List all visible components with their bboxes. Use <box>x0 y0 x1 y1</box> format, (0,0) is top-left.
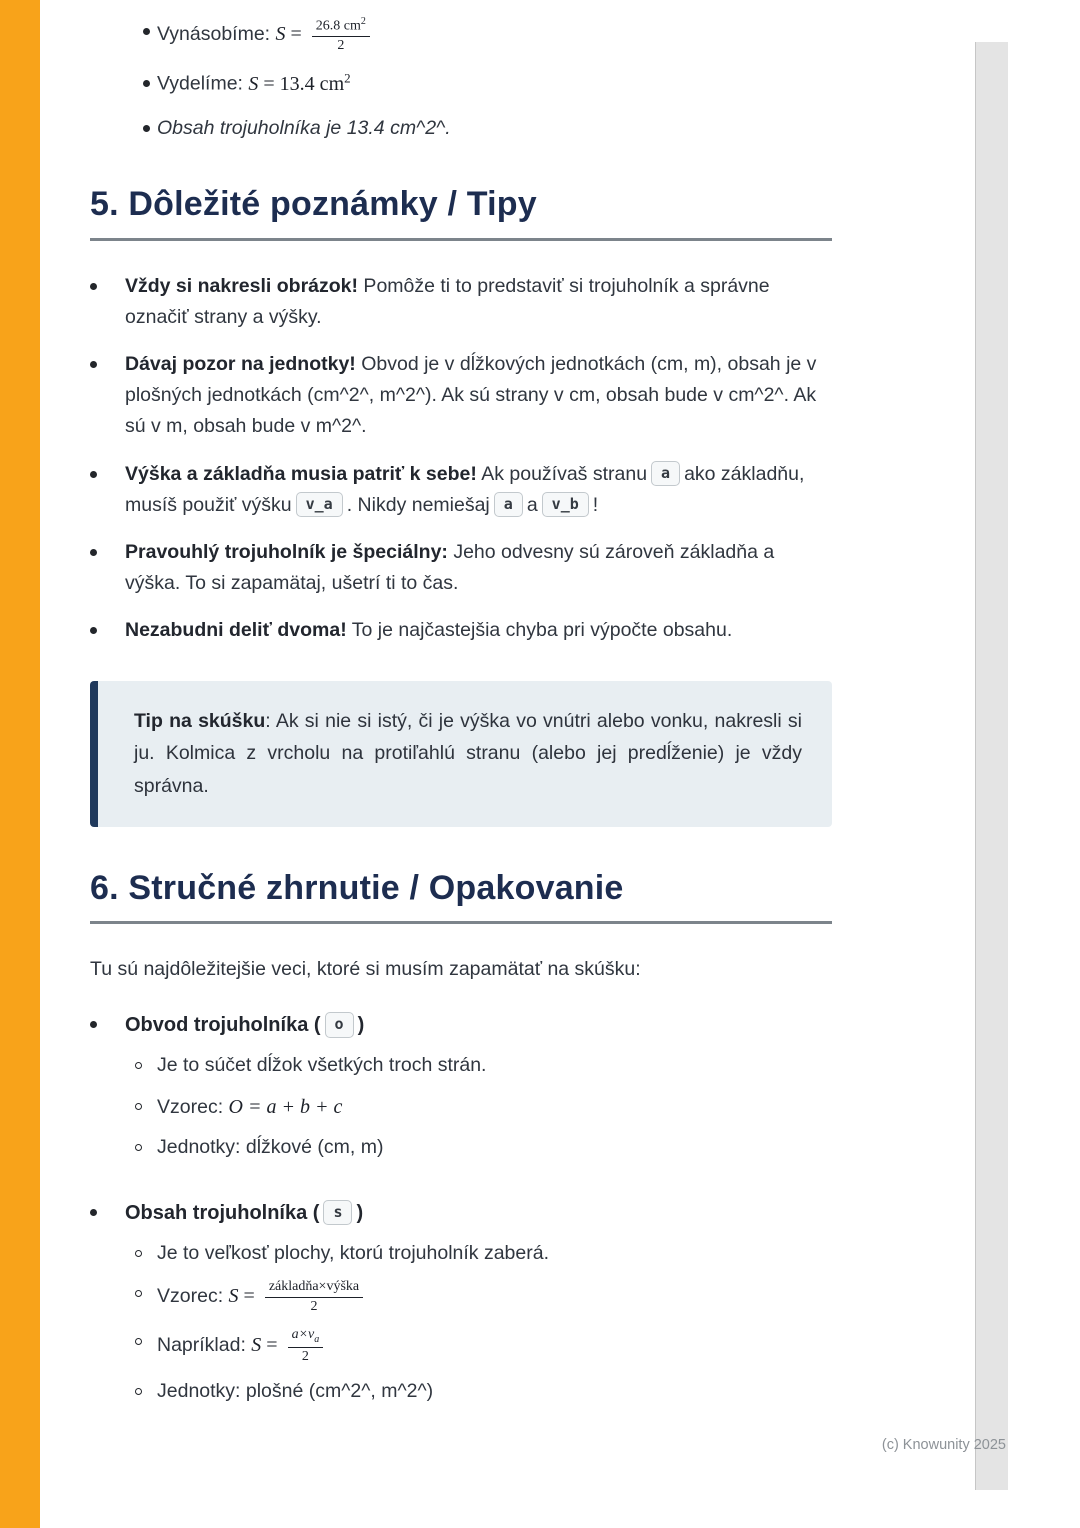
bullet-marker <box>135 113 157 132</box>
inline-code-v_b: v_b <box>542 492 589 517</box>
tip-callout <box>90 681 832 827</box>
note-bold-label: Vždy si nakresli obrázok! <box>125 274 359 297</box>
circle-bullet-marker <box>135 1327 157 1345</box>
circle-bullet-marker <box>135 1133 157 1151</box>
note-item <box>90 459 832 521</box>
circle-bullet-marker <box>135 1239 157 1257</box>
note-text: Výška a základňa musia patriť k sebe! Ak používaš stranu a ako základňu, musíš použiť výšku v_a . Nikdy nemiešaj a a v_b ! <box>125 462 805 516</box>
note-bold-label: Nezabudni deliť dvoma! <box>125 619 347 642</box>
sub-item <box>135 1133 832 1162</box>
formula-result: S = 13.4 $cm^2$ <box>248 70 351 95</box>
note-text: Nezabudni deliť dvoma! To je najčastejšia chyba pri výpočte obsahu. <box>125 619 733 642</box>
list-item <box>135 16 832 55</box>
sub-item <box>135 1092 832 1122</box>
left-accent-stripe <box>0 0 40 1528</box>
summary-item-obvod <box>90 1009 832 1173</box>
summary-intro: Tu sú najdôležitejšie veci, ktoré si musím zapamätať na skúšku: <box>90 958 641 981</box>
inline-code-v_a: v_a <box>296 492 343 517</box>
note-item <box>90 271 832 333</box>
section-5-rule <box>90 238 832 241</box>
scrollbar[interactable] <box>975 42 1008 1490</box>
circle-bullet-marker <box>135 1279 157 1297</box>
calculation-steps-list <box>135 16 832 143</box>
formula-area: S = $\frac{\text{základňa×výška}}{2}$ <box>229 1285 364 1307</box>
inline-code-a: a <box>494 492 523 517</box>
bullet-marker <box>90 271 110 290</box>
formula-area-example: S = $\frac{a\times v_a}{2}$ <box>251 1334 323 1356</box>
note-text: Pravouhlý trojuholník je špeciálny: Jeho odvesny sú zároveň základňa a výška. To si zapamätaj, ušetrí ti to čas. <box>125 540 775 595</box>
fraction: $\frac{a\times v_a}{2}$ <box>288 1327 324 1366</box>
sub-item-text: Napríklad: S = $\frac{a\times v_a}{2}$ <box>157 1327 832 1366</box>
bullet-marker <box>90 1009 110 1028</box>
step-label: Vynásobíme: <box>157 23 276 46</box>
bullet-marker <box>90 537 110 556</box>
summary-item-obsah <box>90 1197 832 1417</box>
bullet-marker <box>90 459 110 478</box>
summary-list <box>90 1009 832 1416</box>
step-multiply <box>157 16 832 55</box>
circle-bullet-marker <box>135 1377 157 1395</box>
list-item <box>135 68 832 100</box>
section-6-title: 6. Stručné zhrnutie / Opakovanie <box>90 868 624 907</box>
note-item <box>90 537 832 599</box>
formula-perimeter: O = a + b + c <box>228 1095 343 1118</box>
sub-item-text: Je to veľkosť plochy, ktorú trojuholník zaberá. <box>157 1242 549 1265</box>
circle-bullet-marker <box>135 1092 157 1110</box>
note-text: Dávaj pozor na jednotky! Obvod je v dĺžkových jednotkách (cm, m), obsah je v plošných jednotkách (cm^2^, m^2^). Ak sú strany v cm, obsah bude v cm^2^. Ak sú v m, obsah bude v m^2^. <box>125 353 817 438</box>
section-5-title: 5. Dôležité poznámky / Tipy <box>90 185 537 224</box>
sub-item-text: Je to súčet dĺžok všetkých troch strán. <box>157 1054 487 1077</box>
step-conclusion: Obsah trojuholníka je 13.4 cm^2^. <box>157 116 451 139</box>
inline-code-a: a <box>651 461 680 486</box>
note-text: Vždy si nakresli obrázok! Pomôže ti to predstaviť si trojuholník a správne označiť strany a výšky. <box>125 274 770 328</box>
sub-item-text: Vzorec: O = a + b + c <box>157 1095 343 1118</box>
inline-code-o: o <box>325 1012 354 1037</box>
tip-text: Tip na skúšku: Ak si nie si istý, či je výška vo vnútri alebo vonku, nakresli si ju. Kolmica z vrcholu na protiľahlú stranu (alebo jej predĺženie) je vždy správna. <box>134 709 803 797</box>
document-content <box>90 0 832 1441</box>
copyright-text: (c) Knowunity 2025 <box>881 1437 1006 1453</box>
summary-sublist <box>135 1051 832 1162</box>
bullet-marker <box>135 68 157 87</box>
summary-item-title: Obvod trojuholníka ( o ) <box>125 1014 365 1037</box>
bullet-marker <box>90 349 110 368</box>
sub-item <box>135 1377 832 1406</box>
sub-item-text: Jednotky: plošné (cm^2^, m^2^) <box>157 1379 434 1402</box>
bullet-marker <box>135 16 157 35</box>
note-item <box>90 349 832 443</box>
summary-sublist <box>135 1239 832 1406</box>
formula-multiply: S = $\frac{26.8 cm^2}{2}$ <box>276 23 370 45</box>
tip-label: Tip na skúšku <box>134 709 266 732</box>
bullet-marker <box>90 615 110 634</box>
note-bold-label: Pravouhlý trojuholník je špeciálny: <box>125 540 448 563</box>
note-item <box>90 615 832 646</box>
notes-list <box>90 271 832 647</box>
fraction: $\frac{26.8 cm^2}{2}$ <box>312 16 370 55</box>
summary-item-title: Obsah trojuholníka ( s ) <box>125 1202 364 1225</box>
fraction: $\frac{\text{základňa×výška}}{2}$ <box>265 1279 363 1316</box>
sub-item <box>135 1327 832 1366</box>
note-bold-label: Výška a základňa musia patriť k sebe! <box>125 462 477 485</box>
sub-item-text: Jednotky: dĺžkové (cm, m) <box>157 1135 384 1158</box>
bullet-marker <box>90 1197 110 1216</box>
sub-item-text: Vzorec: S = $\frac{\text{základňa×výška}}{2}$ <box>157 1279 832 1316</box>
note-bold-label: Dávaj pozor na jednotky! <box>125 353 356 375</box>
step-divide <box>157 68 832 100</box>
circle-bullet-marker <box>135 1051 157 1069</box>
section-6-rule <box>90 921 832 924</box>
sub-item <box>135 1051 832 1080</box>
list-item <box>135 113 832 143</box>
sub-item <box>135 1239 832 1268</box>
sub-item <box>135 1279 832 1316</box>
step-label: Vydelíme: <box>157 72 249 95</box>
inline-code-s: s <box>323 1200 352 1225</box>
